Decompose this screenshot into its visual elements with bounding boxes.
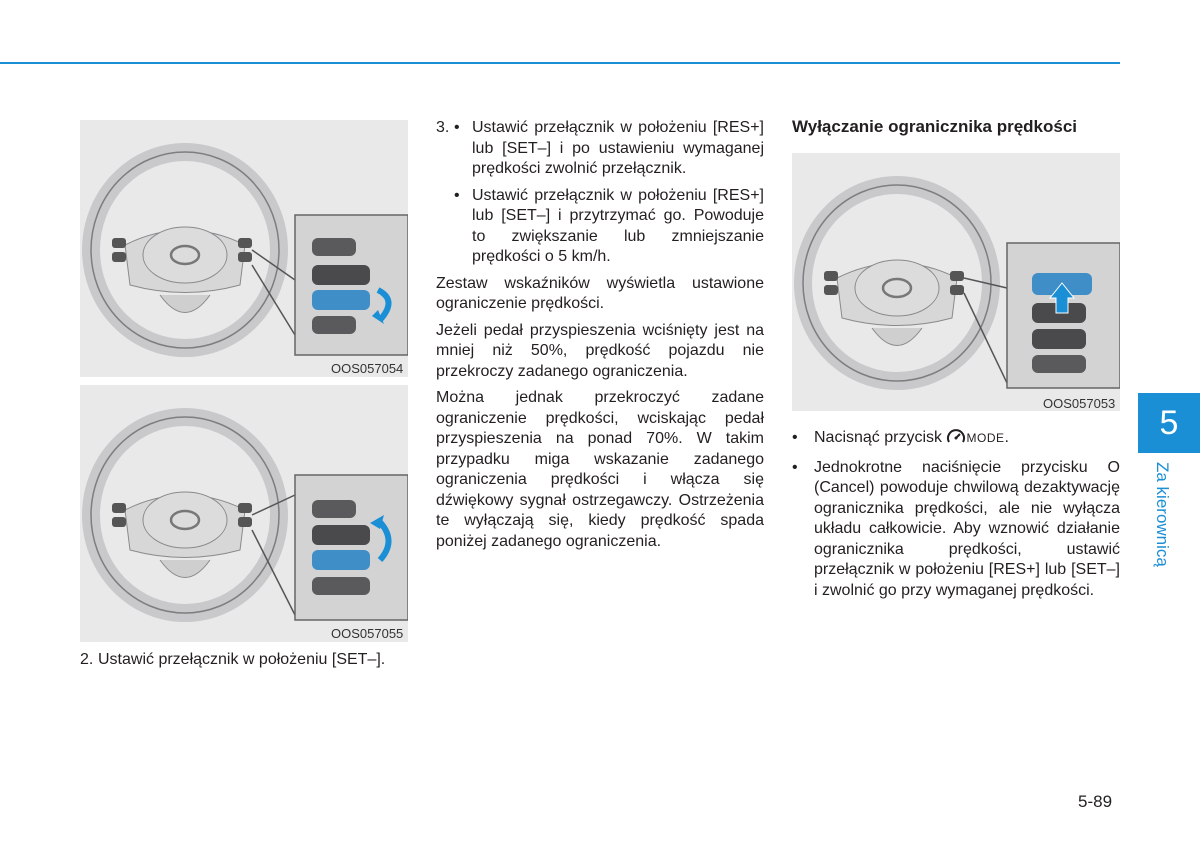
steering-wheel-illustration <box>80 120 408 377</box>
bullet-text: Jednokrotne naciśnięcie przycisku O (Cancel) powoduje chwilową dezaktywację ogranicznika prędkości, ale nie wyłącza układu całkowicie. Aby wznowić działanie ogranicznika prędkości, ustawić przełącznik w położeniu [RES+] lub [SET–] i zwolnić go przy wymaganej prędkości. <box>814 458 1120 599</box>
chapter-number-tab: 5 <box>1138 393 1200 453</box>
list-item <box>454 186 764 268</box>
column-3-list <box>792 428 1120 601</box>
bullet-text-suffix: . <box>1004 429 1009 446</box>
steering-wheel-illustration <box>792 153 1120 411</box>
list-item <box>792 428 1120 452</box>
figure-code: OOS057054 <box>331 361 404 376</box>
figure-code: OOS057053 <box>1043 396 1116 411</box>
bullet-icon: • <box>454 186 460 204</box>
bullet-icon: • <box>792 429 798 446</box>
list-item <box>792 458 1120 602</box>
speed-limiter-icon <box>946 429 966 452</box>
step-number: 2. <box>80 651 94 668</box>
paragraph: Jeżeli pedał przyspieszenia wciśnięty jest na mniej niż 50%, prędkość pojazdu nie przekroczy zadanego ograniczenia. <box>436 321 764 380</box>
figure-steering-wheel-3 <box>792 153 1120 411</box>
figure-steering-wheel-1 <box>80 120 408 377</box>
list-item <box>454 118 764 180</box>
bullet-text: Ustawić przełącznik w położeniu [RES+] lub [SET–] i po ustawieniu wymaganej prędkości zwolnić przełącznik. <box>472 119 764 177</box>
mode-label: MODE <box>966 431 1005 445</box>
figure-code: OOS057055 <box>331 626 404 641</box>
bullet-icon: • <box>454 119 460 136</box>
section-heading: Wyłączanie ogranicznika prędkości <box>792 117 1078 136</box>
bullet-text: Ustawić przełącznik w położeniu [RES+] lub [SET–] i przytrzymać go. Powoduje to zwiększanie lub zmniejszanie prędkości o 5 km/h. <box>472 186 764 265</box>
chapter-title-text: Za kierownicą <box>1153 462 1172 567</box>
figure-steering-wheel-2 <box>80 385 408 642</box>
step-2 <box>80 650 410 671</box>
step-3 <box>436 118 764 268</box>
bullet-text <box>814 428 1120 452</box>
steering-wheel-illustration <box>80 385 408 642</box>
step-number: 3. <box>436 119 450 136</box>
column-2 <box>436 118 764 552</box>
paragraph: Zestaw wskaźników wyświetla ustawione ograniczenie prędkości. <box>436 274 764 312</box>
top-rule <box>0 62 1120 64</box>
bullet-icon: • <box>792 458 798 476</box>
chapter-title <box>1150 462 1176 582</box>
page-number: 5-89 <box>1078 792 1113 811</box>
paragraph: Można jednak przekroczyć zadane ograniczenie prędkości, wciskając pedał przyspieszenia na ponad 70%. W takim przypadku miga wskazanie zadanego ograniczenia prędkości i włącza się dźwiękowy sygnał ostrzegawczy. Ostrzeżenia te wyłączają się, kiedy prędkość spada poniżej zadanego ograniczenia. <box>436 389 764 550</box>
step-text: Ustawić przełącznik w położeniu [SET–]. <box>98 651 386 668</box>
bullet-text-prefix: Nacisnąć przycisk <box>814 429 943 446</box>
